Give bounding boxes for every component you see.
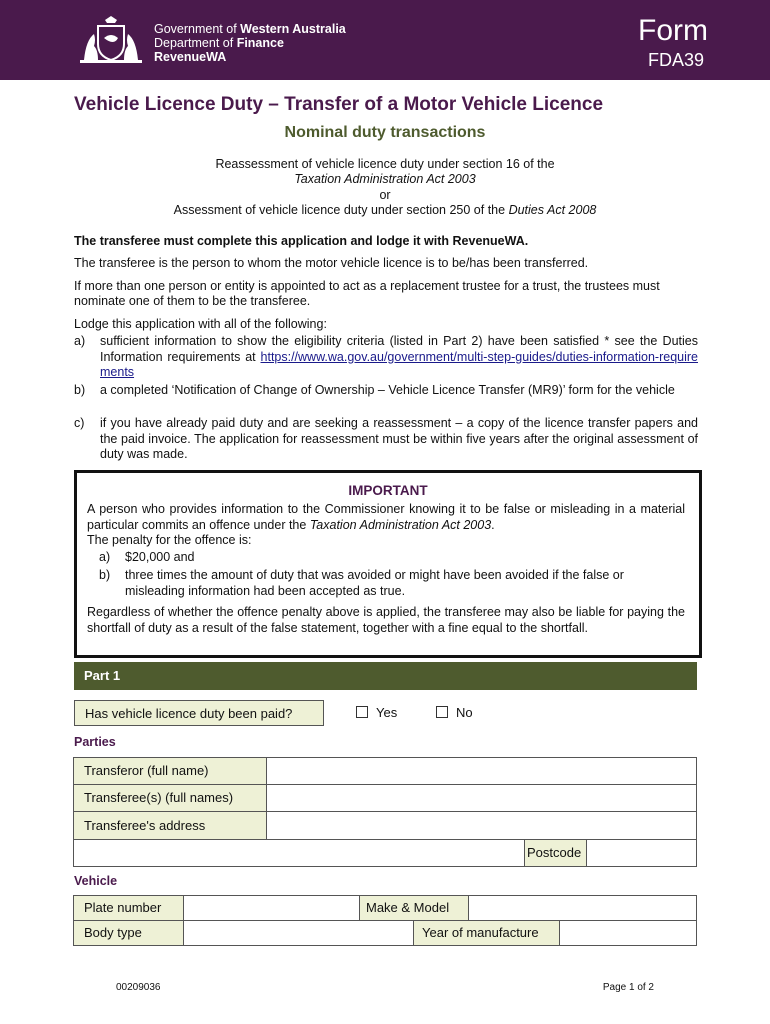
penalty-intro: The penalty for the offence is:: [87, 533, 252, 547]
vehicle-heading: Vehicle: [74, 874, 118, 888]
address-label: Transferee's address: [73, 811, 267, 840]
parties-heading: Parties: [74, 735, 116, 749]
address-field-line-2[interactable]: [73, 839, 525, 867]
transferee-definition: The transferee is the person to whom the motor vehicle licence is to be/has been transferred.: [74, 256, 589, 270]
transferor-field[interactable]: [266, 757, 697, 785]
intro-line-4: Assessment of vehicle licence duty under section 250 of the Duties Act 2008: [173, 203, 597, 217]
no-checkbox[interactable]: [436, 706, 448, 718]
postcode-label: Postcode: [524, 839, 587, 867]
trustee-note: If more than one person or entity is appointed to act as a replacement trustee for a trust, the trustees must nominate one of them to be the transferee.: [74, 279, 660, 308]
form-label: Form: [638, 14, 708, 47]
year-field[interactable]: [559, 920, 697, 946]
yes-checkbox[interactable]: [356, 706, 368, 718]
duties-info-link[interactable]: https://www.wa.gov.au/government/multi-step-guides/duties-information-requirements: [100, 349, 698, 379]
body-type-field[interactable]: [183, 920, 414, 946]
form-code: FDA39: [647, 50, 704, 70]
page-title: Vehicle Licence Duty – Transfer of a Motor Vehicle Licence: [74, 94, 604, 115]
part-1-heading: Part 1: [74, 662, 697, 690]
page-subtitle: Nominal duty transactions: [284, 124, 486, 141]
intro-line-2: Taxation Administration Act 2003: [294, 172, 476, 186]
plate-number-label: Plate number: [73, 895, 184, 921]
lodge-intro: Lodge this application with all of the following:: [74, 317, 327, 331]
list-item: b) a completed ‘Notification of Change of Ownership – Vehicle Licence Transfer (MR9)’ form for the vehicle: [74, 383, 675, 397]
transferee-label: Transferee(s) (full names): [73, 784, 267, 812]
year-label: Year of manufacture: [413, 920, 560, 946]
list-item: c) if you have already paid duty and are seeking a reassessment – a copy of the licence transfer papers and the paid invoice. The application for reassessment must be within five years after the original assessment of duty was made.: [74, 416, 698, 461]
important-notice: [74, 470, 702, 658]
offence-paragraph: A person who provides information to the Commissioner knowing it to be false or misleading in a material particular commits an offence under the Taxation Administration Act 2003.: [87, 502, 685, 532]
list-item: a) $20,000 and: [99, 550, 195, 564]
make-model-label: Make & Model: [359, 895, 469, 921]
duty-paid-yes-option[interactable]: Yes: [356, 705, 397, 720]
important-title: IMPORTANT: [348, 483, 428, 498]
duty-paid-question: Has vehicle licence duty been paid?: [74, 700, 324, 726]
list-item: b) three times the amount of duty that was avoided or might have been avoided if the false or misleading information had been accepted as true.: [99, 568, 624, 598]
government-wordmark: Government of Western Australia Department of Finance RevenueWA: [154, 22, 346, 64]
intro-line-3: or: [379, 188, 391, 202]
document-code: 00209036: [116, 982, 161, 993]
make-model-field[interactable]: [468, 895, 697, 921]
transferor-label: Transferor (full name): [73, 757, 267, 785]
intro-line-1: Reassessment of vehicle licence duty under section 16 of the: [215, 157, 555, 171]
plate-number-field[interactable]: [183, 895, 360, 921]
postcode-field[interactable]: [586, 839, 697, 867]
body-type-label: Body type: [73, 920, 184, 946]
page-number: Page 1 of 2: [602, 982, 654, 993]
list-item: a) sufficient information to show the eligibility criteria (listed in Part 2) have been satisfied * see the Duties Information requirements at https://www.wa.gov.au/government/multi-step-guides/duties-information-requirements: [74, 334, 698, 379]
wa-crest-icon: [76, 12, 146, 68]
address-field[interactable]: [266, 811, 697, 840]
duty-paid-no-option[interactable]: No: [436, 705, 473, 720]
header-banner: [0, 0, 770, 80]
transferee-field[interactable]: [266, 784, 697, 812]
shortfall-paragraph: Regardless of whether the offence penalty above is applied, the transferee may also be liable for paying the shortfall of duty as a result of the false statement, together with a fine equal to the shortfall.: [87, 605, 685, 635]
lodge-instruction: The transferee must complete this application and lodge it with RevenueWA.: [74, 234, 529, 248]
